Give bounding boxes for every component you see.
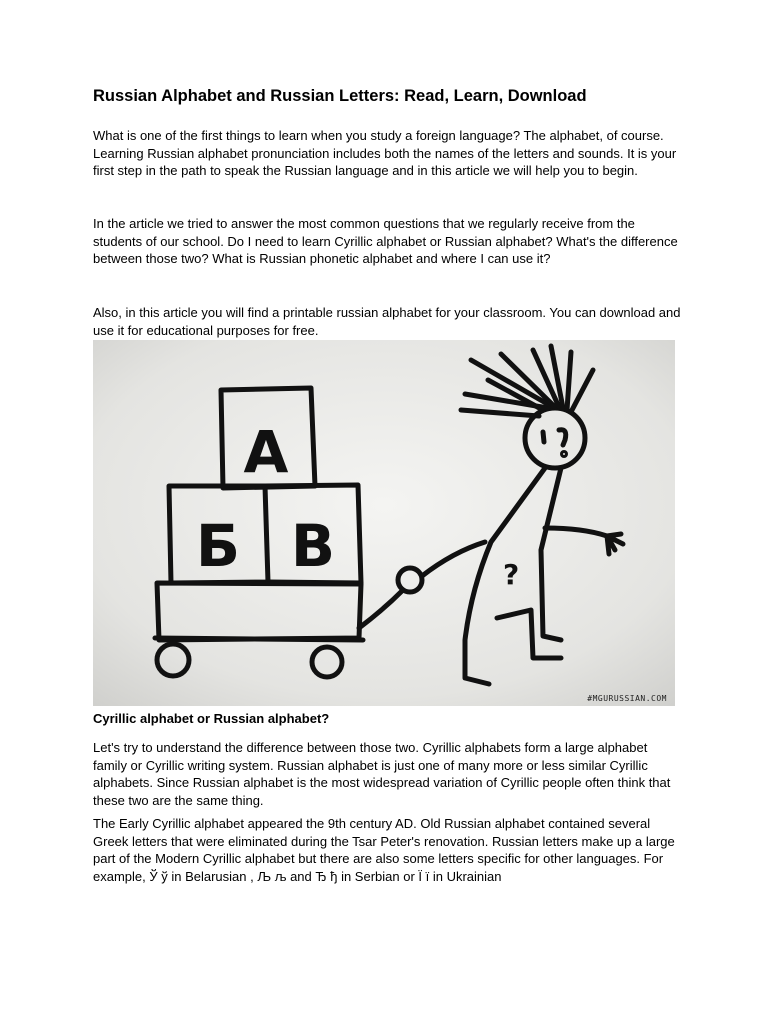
figure-question-mark: ?: [503, 558, 520, 591]
block-a-letter: А: [243, 418, 289, 486]
questions-paragraph: In the article we tried to answer the most common questions that we regularly receive from the students of our school. Do I need to learn Cyrillic alphabet or Russian alphabet? What's the difference between those two? What is Russian phonetic alphabet and where I can use it?: [93, 216, 678, 267]
history-paragraph: The Early Cyrillic alphabet appeared the 9th century AD. Old Russian alphabet contained several Greek letters that were eliminated during the Tsar Peter's renovation. Russian letters make up a large part of the Modern Cyrillic alphabet but there are also some letters specific for other languages. For example, Ў ў in Belarusian , Љ љ and Ђ ђ in Serbian or Ї ї in Ukrainian: [93, 816, 675, 884]
intro-paragraph: What is one of the first things to learn when you study a foreign language? The alphabet, of course. Learning Russian alphabet pronunciation includes both the names of the letters and sounds. It is your first step in the path to speak the Russian language and in this article we will help you to begin.: [93, 128, 677, 179]
watermark: #MGURUSSIAN.COM: [587, 694, 667, 703]
section-subheading: Cyrillic alphabet or Russian alphabet?: [93, 711, 330, 726]
block-b-letter: Б: [195, 512, 241, 580]
block-v-letter: В: [290, 512, 336, 580]
alphabet-illustration: [93, 340, 675, 706]
article-title: Russian Alphabet and Russian Letters: Read, Learn, Download: [93, 87, 587, 105]
difference-paragraph: Let's try to understand the difference between those two. Cyrillic alphabets form a large alphabet family or Cyrillic writing system. Russian alphabet is just one of many more or less similar Cyrillic alphabets. Since Russian alphabet is the most widespread variation of Cyrillic people often think that these two are the same thing.: [93, 740, 671, 808]
download-paragraph: Also, in this article you will find a printable russian alphabet for your classroom. You can download and use it for educational purposes for free.: [93, 305, 681, 338]
stick-figure-cart-drawing: [93, 340, 675, 706]
